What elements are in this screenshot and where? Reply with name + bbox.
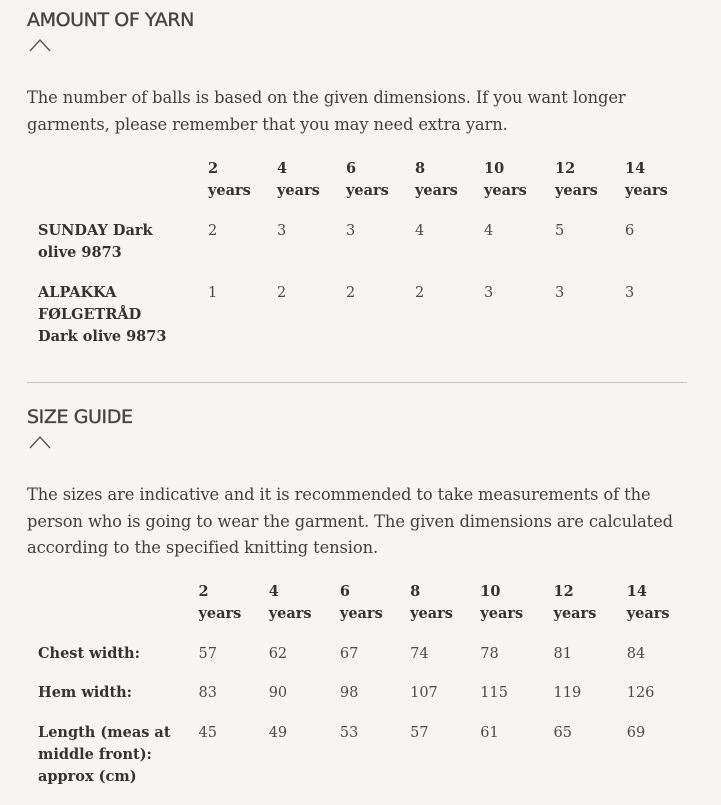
yarn-header-row	[38, 158, 688, 220]
yarn-section	[27, 8, 687, 378]
table-cell: 1	[208, 285, 218, 301]
table-cell: 83	[198, 685, 217, 701]
table-row	[38, 722, 698, 788]
table-row	[38, 220, 688, 282]
table-cell: 4	[484, 223, 494, 239]
table-cell: 57	[198, 646, 217, 662]
row-label: SUNDAY Dark olive 9873	[38, 222, 153, 261]
table-cell: 62	[268, 646, 288, 662]
table-cell: 4	[415, 223, 425, 239]
table-cell: 65	[553, 725, 572, 741]
column-header: 12 years	[555, 160, 598, 199]
row-label: ALPAKKA FØLGETRÅD Dark olive 9873	[38, 284, 167, 345]
row-label: Hem width:	[38, 684, 133, 701]
table-cell: 126	[626, 685, 655, 701]
column-header: 4 years	[268, 583, 312, 622]
table-cell: 115	[480, 685, 508, 701]
table-cell: 2	[346, 285, 356, 301]
table-cell: 49	[268, 725, 288, 741]
column-header: 10 years	[480, 583, 524, 622]
column-header: 6 years	[339, 583, 383, 622]
table-cell: 107	[410, 685, 438, 701]
table-cell: 3	[555, 285, 565, 301]
table-cell: 3	[625, 285, 635, 301]
column-header: 14 years	[626, 583, 670, 622]
yarn-intro-text: The number of balls is based on the given dimensions. If you want longer garments, please remember that you may need extra yarn.	[27, 88, 626, 134]
column-header: 8 years	[410, 583, 453, 622]
column-header: 2 years	[208, 160, 251, 199]
table-row	[38, 682, 698, 722]
table-cell: 74	[410, 646, 429, 662]
row-label-header	[38, 158, 208, 220]
size-section-title: SIZE GUIDE	[27, 406, 133, 428]
section-divider	[27, 382, 687, 383]
row-label: Length (meas at middle front): approx (cm)	[38, 724, 171, 785]
chevron-up-icon[interactable]	[29, 38, 51, 52]
chevron-up-icon[interactable]	[29, 435, 51, 449]
table-cell: 53	[339, 725, 359, 741]
table-cell: 61	[480, 725, 499, 741]
table-row	[38, 643, 698, 682]
table-cell: 6	[625, 223, 635, 239]
table-cell: 3	[484, 285, 494, 301]
table-cell: 69	[626, 725, 646, 741]
column-header: 10 years	[484, 160, 527, 199]
size-header-row	[38, 581, 698, 643]
table-cell: 119	[553, 685, 582, 701]
table-row	[38, 282, 688, 348]
table-cell: 57	[410, 725, 429, 741]
row-label-header	[38, 581, 198, 643]
table-cell: 98	[339, 685, 359, 701]
column-header: 2 years	[198, 583, 242, 622]
size-section	[27, 405, 687, 800]
table-cell: 67	[339, 646, 359, 662]
yarn-table	[38, 158, 688, 348]
size-table	[38, 581, 698, 788]
yarn-section-title: AMOUNT OF YARN	[27, 9, 194, 31]
column-header: 4 years	[277, 160, 320, 199]
column-header: 12 years	[553, 583, 597, 622]
column-header: 6 years	[346, 160, 389, 199]
table-cell: 45	[198, 725, 217, 741]
size-intro-text: The sizes are indicative and it is recommended to take measurements of the person who is going to wear the garment. The given dimensions are calculated according to the specified knitting tension.	[27, 485, 673, 557]
column-header: 14 years	[625, 160, 668, 199]
table-cell: 3	[346, 223, 356, 239]
row-label: Chest width:	[38, 645, 140, 662]
table-cell: 5	[555, 223, 565, 239]
table-cell: 2	[208, 223, 218, 239]
table-cell: 2	[415, 285, 425, 301]
column-header: 8 years	[415, 160, 458, 199]
table-cell: 84	[626, 646, 646, 662]
table-cell: 90	[268, 685, 288, 701]
table-cell: 3	[277, 223, 287, 239]
table-cell: 81	[553, 646, 572, 662]
table-cell: 78	[480, 646, 499, 662]
table-cell: 2	[277, 285, 287, 301]
